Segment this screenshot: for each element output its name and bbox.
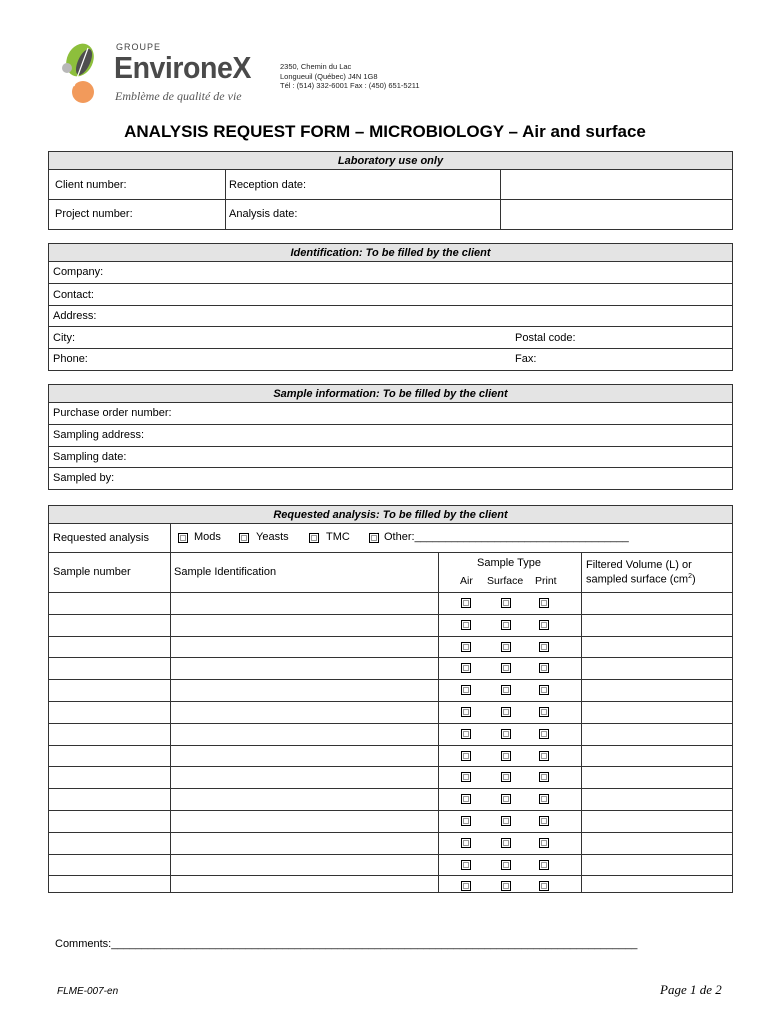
sample-type-print-checkbox[interactable] <box>539 794 549 804</box>
sampling-date-label: Sampling date: <box>53 451 127 463</box>
sample-type-print-checkbox[interactable] <box>539 816 549 826</box>
laboratory-band: Laboratory use only <box>49 152 732 170</box>
sample-type-surface-checkbox[interactable] <box>501 729 511 739</box>
sample-type-print-checkbox[interactable] <box>539 772 549 782</box>
purchase-order-label: Purchase order number: <box>53 407 172 419</box>
sample-info-band: Sample information: To be filled by the client <box>49 385 732 403</box>
page-number: Page 1 de 2 <box>660 982 722 997</box>
sample-type-surface-checkbox[interactable] <box>501 598 511 608</box>
sample-row[interactable] <box>49 789 732 811</box>
logo-wordmark: EnvironeX <box>114 50 251 85</box>
identification-section <box>48 243 733 371</box>
company-address <box>280 62 420 91</box>
sample-type-air-checkbox[interactable] <box>461 685 471 695</box>
sample-row[interactable] <box>49 876 732 898</box>
mods-label: Mods <box>194 531 221 543</box>
requested-analysis-section <box>48 505 733 893</box>
sampled-surface-header: sampled surface $(cm^2)$ <box>586 573 696 586</box>
sample-row[interactable] <box>49 746 732 768</box>
address-row[interactable] <box>49 306 732 327</box>
requested-analysis-options-row <box>49 524 732 553</box>
sample-type-surface-checkbox[interactable] <box>501 642 511 652</box>
sample-type-air-checkbox[interactable] <box>461 794 471 804</box>
sample-type-air-checkbox[interactable] <box>461 838 471 848</box>
sample-type-air-checkbox[interactable] <box>461 707 471 717</box>
sample-row[interactable] <box>49 811 732 833</box>
sample-type-surface-checkbox[interactable] <box>501 620 511 630</box>
requested-analysis-label: Requested analysis <box>53 532 150 544</box>
sample-type-surface-checkbox[interactable] <box>501 816 511 826</box>
sample-type-air-checkbox[interactable] <box>461 860 471 870</box>
sample-type-air-checkbox[interactable] <box>461 729 471 739</box>
sample-type-air-checkbox[interactable] <box>461 772 471 782</box>
city-row[interactable] <box>49 327 732 349</box>
sampled-by-label: Sampled by: <box>53 472 115 484</box>
sample-type-print-checkbox[interactable] <box>539 707 549 717</box>
sample-type-air-checkbox[interactable] <box>461 620 471 630</box>
sample-identification-header: Sample Identification <box>174 566 277 578</box>
sample-type-surface-checkbox[interactable] <box>501 838 511 848</box>
sample-type-surface-checkbox[interactable] <box>501 707 511 717</box>
sampling-address-row[interactable] <box>49 425 732 447</box>
sampling-date-row[interactable] <box>49 447 732 468</box>
sample-type-print-checkbox[interactable] <box>539 663 549 673</box>
sample-row[interactable] <box>49 702 732 724</box>
sample-type-print-checkbox[interactable] <box>539 642 549 652</box>
sample-row[interactable] <box>49 680 732 702</box>
laboratory-section <box>48 151 733 230</box>
form-title: ANALYSIS REQUEST FORM – MICROBIOLOGY – Air and surface <box>124 122 646 141</box>
sample-type-surface-checkbox[interactable] <box>501 685 511 695</box>
address-label: Address: <box>53 310 97 322</box>
tmc-label: TMC <box>326 531 350 543</box>
other-checkbox[interactable] <box>369 533 379 543</box>
logo-tagline: Emblème de qualité de vie <box>115 89 242 103</box>
contact-row[interactable] <box>49 284 732 306</box>
lab-row <box>49 200 732 229</box>
tmc-checkbox[interactable] <box>309 533 319 543</box>
sample-number-header: Sample number <box>53 566 131 578</box>
company-row[interactable] <box>49 262 732 284</box>
reception-date-label: Reception date: <box>229 179 307 191</box>
phone-label: Phone: <box>53 353 88 365</box>
type-print-header: Print <box>535 575 557 587</box>
fax-label: Fax: <box>515 353 537 365</box>
postal-code-label: Postal code: <box>515 332 576 344</box>
environex-logo <box>58 40 251 106</box>
project-number-label: Project number: <box>55 208 133 220</box>
sample-type-print-checkbox[interactable] <box>539 620 549 630</box>
sample-row[interactable] <box>49 724 732 746</box>
sample-type-air-checkbox[interactable] <box>461 642 471 652</box>
sample-row[interactable] <box>49 833 732 855</box>
sample-type-print-checkbox[interactable] <box>539 881 549 891</box>
sample-type-print-checkbox[interactable] <box>539 838 549 848</box>
sample-row[interactable] <box>49 855 732 877</box>
logo-groupe-text: GROUPE <box>116 42 162 52</box>
lab-row <box>49 170 732 200</box>
sample-row[interactable] <box>49 658 732 680</box>
contact-label: Contact: <box>53 289 94 301</box>
address-line: Longueuil (Québec) J4N 1G8 <box>280 71 378 81</box>
form-code: FLME-007-en <box>57 986 119 997</box>
analysis-date-label: Analysis date: <box>229 208 298 220</box>
sample-type-air-checkbox[interactable] <box>461 598 471 608</box>
yeasts-checkbox[interactable] <box>239 533 249 543</box>
sample-row[interactable] <box>49 615 732 637</box>
sample-info-section <box>48 384 733 490</box>
purchase-order-row[interactable] <box>49 403 732 425</box>
address-line: Tél : (514) 332-6001 Fax : (450) 651-5211 <box>280 81 420 90</box>
sample-type-air-checkbox[interactable] <box>461 881 471 891</box>
comments-field[interactable]: Comments:______________________________________________________________________________________ <box>55 938 638 950</box>
company-label: Company: <box>53 266 104 278</box>
sample-type-print-checkbox[interactable] <box>539 751 549 761</box>
sample-type-surface-checkbox[interactable] <box>501 881 511 891</box>
sample-type-print-checkbox[interactable] <box>539 598 549 608</box>
identification-band: Identification: To be filled by the client <box>49 244 732 262</box>
sample-type-print-checkbox[interactable] <box>539 729 549 739</box>
filtered-volume-header: Filtered Volume (L) or <box>586 559 692 571</box>
sample-type-surface-checkbox[interactable] <box>501 772 511 782</box>
other-label: Other:___________________________________ <box>384 531 629 543</box>
sample-grid-header <box>49 553 732 593</box>
sample-type-surface-checkbox[interactable] <box>501 663 511 673</box>
address-line: 2350, Chemin du Lac <box>280 62 352 71</box>
requested-analysis-band: Requested analysis: To be filled by the client <box>49 506 732 524</box>
sampled-by-row[interactable] <box>49 468 732 489</box>
sample-row[interactable] <box>49 637 732 659</box>
sample-type-surface-checkbox[interactable] <box>501 751 511 761</box>
client-number-label: Client number: <box>55 179 127 191</box>
mods-checkbox[interactable] <box>178 533 188 543</box>
sample-type-air-checkbox[interactable] <box>461 751 471 761</box>
city-label: City: <box>53 332 75 344</box>
sample-type-surface-checkbox[interactable] <box>501 860 511 870</box>
phone-row[interactable] <box>49 349 732 370</box>
sample-type-surface-checkbox[interactable] <box>501 794 511 804</box>
type-surface-header: Surface <box>487 575 524 587</box>
type-air-header: Air <box>460 575 473 587</box>
yeasts-label: Yeasts <box>256 531 289 543</box>
sample-type-print-checkbox[interactable] <box>539 860 549 870</box>
sample-type-air-checkbox[interactable] <box>461 816 471 826</box>
sample-type-air-checkbox[interactable] <box>461 663 471 673</box>
sample-row[interactable] <box>49 593 732 615</box>
sample-type-header: Sample Type <box>477 557 542 569</box>
sample-type-print-checkbox[interactable] <box>539 685 549 695</box>
sample-row[interactable] <box>49 767 732 789</box>
logo-leaves-icon <box>58 40 114 104</box>
sampling-address-label: Sampling address: <box>53 429 145 441</box>
